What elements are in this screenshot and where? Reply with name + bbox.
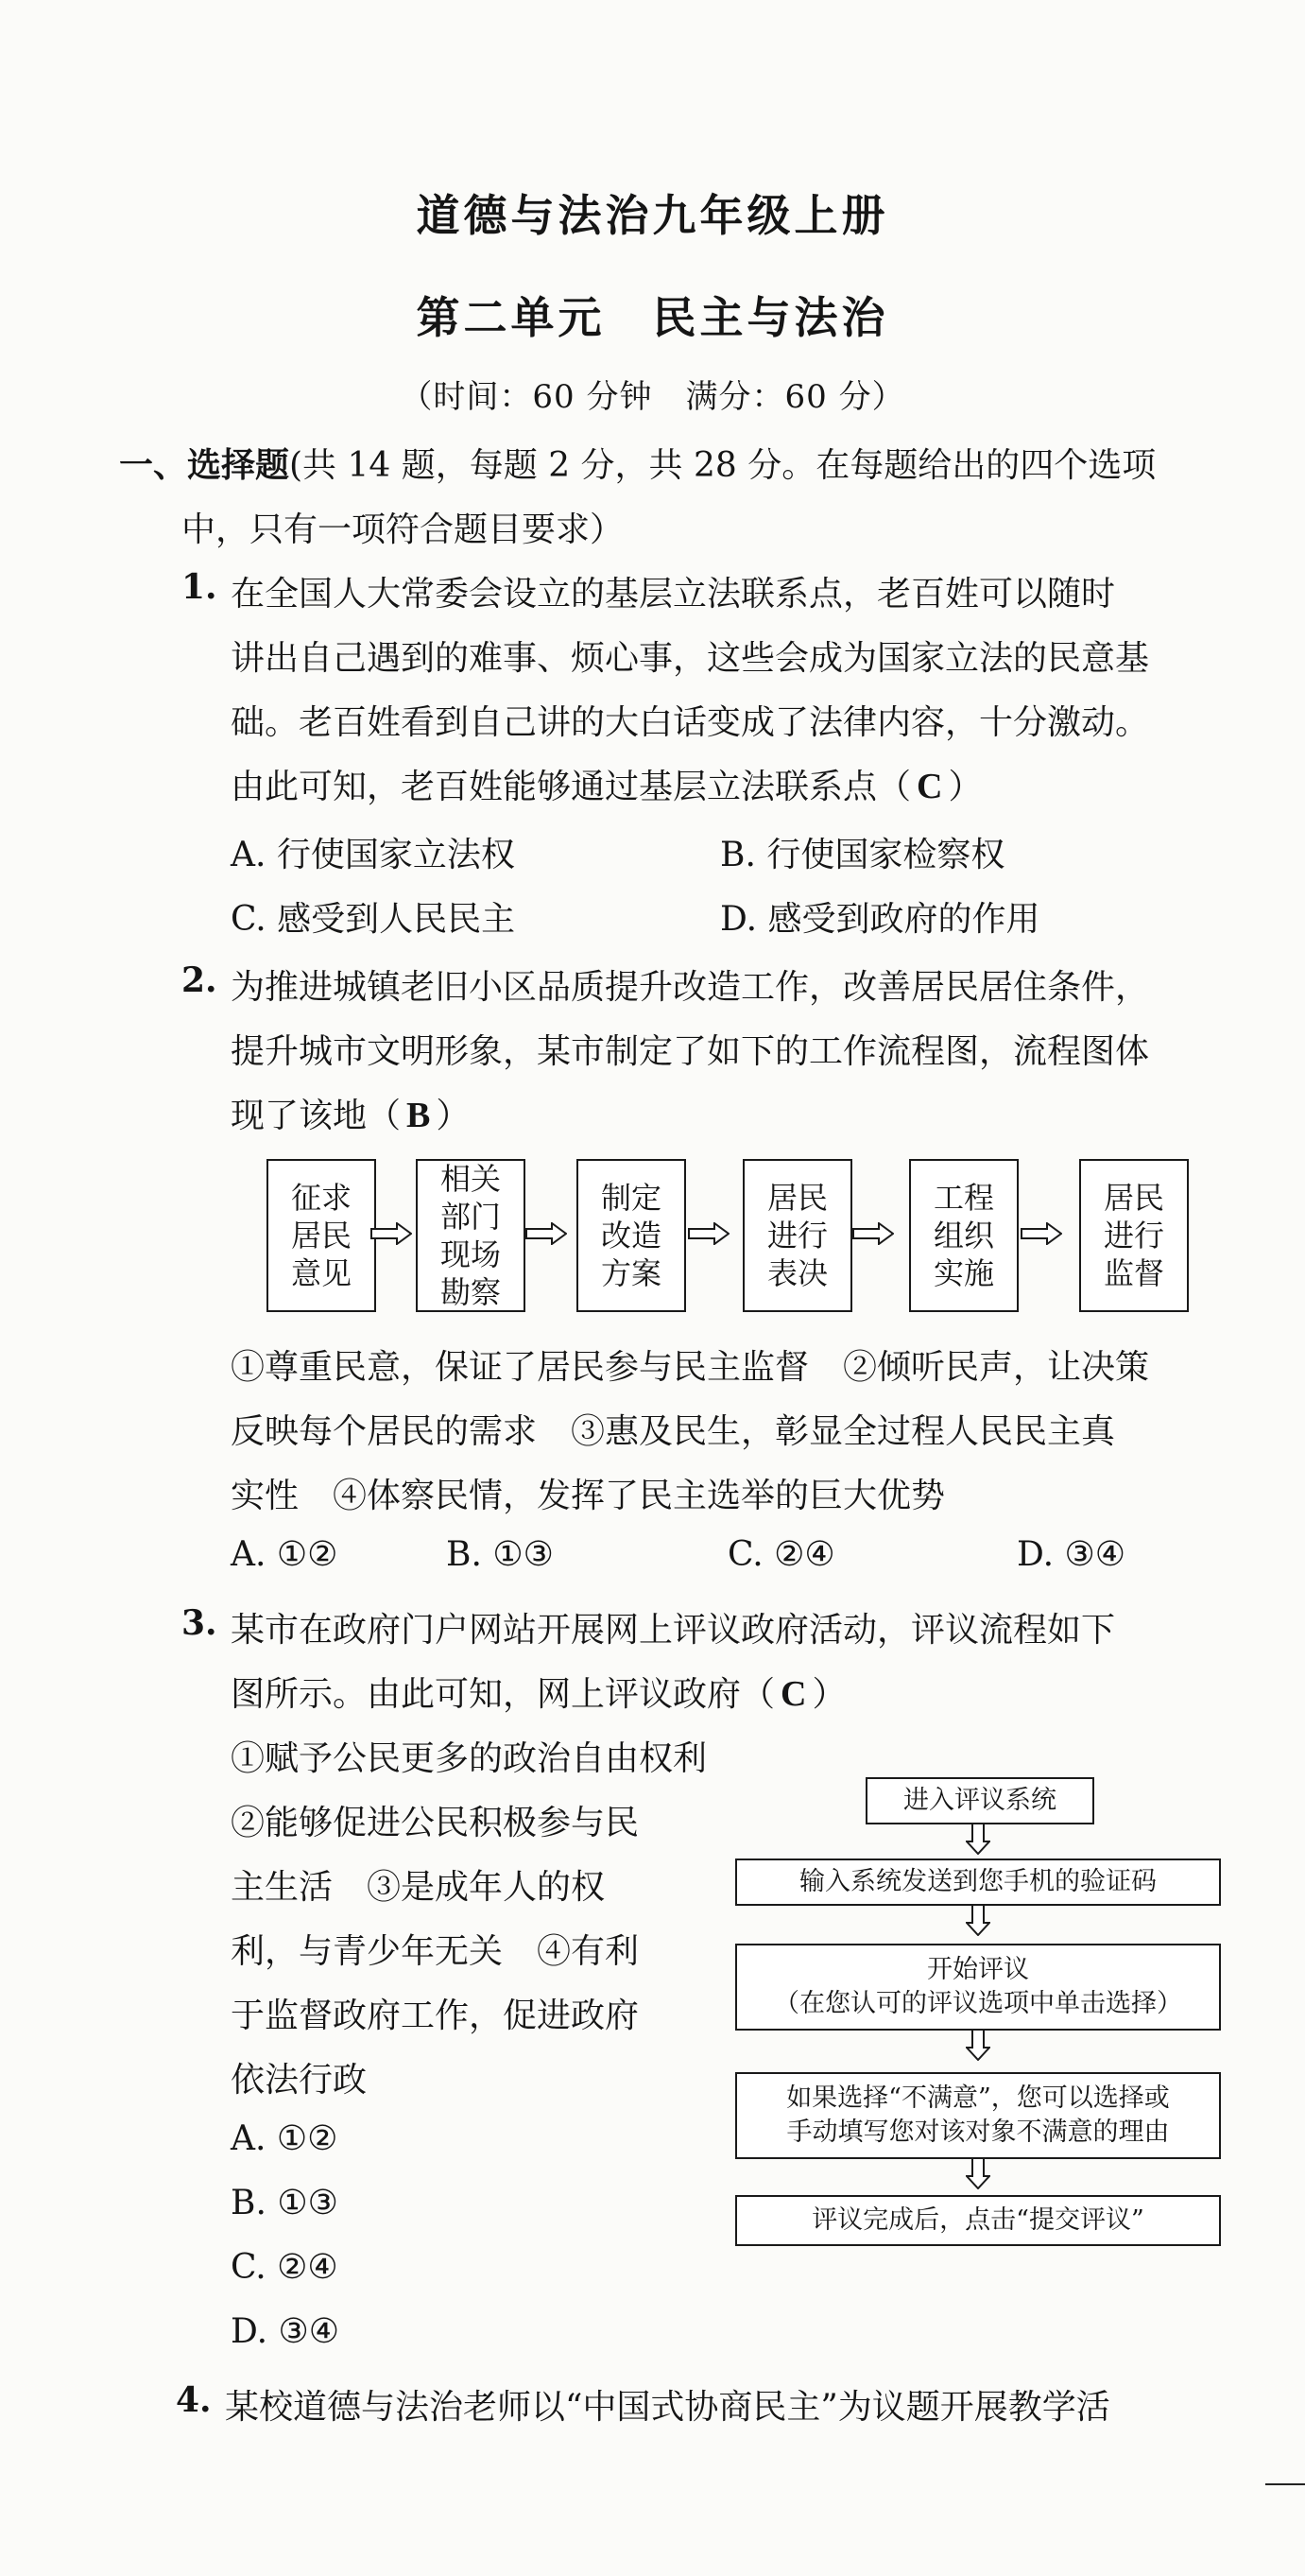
- q3-number: 3.: [181, 1603, 217, 1643]
- hollow-right-arrow-icon: [688, 1222, 730, 1245]
- q3-option-b: B. ①③: [231, 2184, 338, 2222]
- process-step-4: 如果选择“不满意”，您可以选择或 手动填写您对该对象不满意的理由: [735, 2072, 1221, 2159]
- q1-answer: C: [917, 767, 943, 806]
- q1-option-d: D. 感受到政府的作用: [720, 900, 1040, 939]
- q1-stem-line1: 在全国人大常委会设立的基层立法联系点，老百姓可以随时: [231, 575, 1116, 614]
- q3-stem-line2: 图所示。由此可知，网上评议政府（ C ）: [231, 1674, 847, 1714]
- flow-step-1: 征求 居民 意见: [266, 1159, 376, 1312]
- flow-step-4: 居民 进行 表决: [743, 1159, 852, 1312]
- q1-option-a: A. 行使国家立法权: [231, 836, 515, 874]
- q1-stem-line3: 础。老百姓看到自己讲的大白话变成了法律内容，十分激动。: [231, 703, 1150, 742]
- book-title: 道德与法治九年级上册: [416, 190, 889, 241]
- section-description: (共 14 题，每题 2 分，共 28 分。在每题给出的四个选项: [289, 446, 1157, 485]
- q3-statement-line6: 依法行政: [231, 2061, 368, 2100]
- flow-step-6: 居民 进行 监督: [1079, 1159, 1189, 1312]
- q2-option-b: B. ①③: [446, 1535, 554, 1574]
- q2-option-a: A. ①②: [231, 1535, 338, 1574]
- q3-statement-line4: 利，与青少年无关 ④有利: [231, 1932, 640, 1971]
- hollow-right-arrow-icon: [370, 1222, 412, 1245]
- flow-step-5: 工程 组织 实施: [909, 1159, 1019, 1312]
- q2-number: 2.: [181, 960, 217, 1000]
- q3-option-d: D. ③④: [231, 2312, 340, 2351]
- q1-number: 1.: [181, 567, 217, 607]
- section-description-cont: 中，只有一项符合题目要求）: [181, 510, 625, 549]
- section-label: 一、选择题: [119, 445, 290, 485]
- q3-statement-line3: 主生活 ③是成年人的权: [231, 1868, 606, 1907]
- hollow-right-arrow-icon: [525, 1222, 567, 1245]
- q2-stem-line1: 为推进城镇老旧小区品质提升改造工作，改善居民居住条件，: [231, 968, 1150, 1007]
- q4-stem-line1: 某校道德与法治老师以“中国式协商民主”为议题开展教学活: [225, 2388, 1110, 2427]
- process-step-3: 开始评议 （在您认可的评议选项中单击选择）: [735, 1944, 1221, 2031]
- q2-stem-line2: 提升城市文明形象，某市制定了如下的工作流程图，流程图体: [231, 1032, 1150, 1071]
- hollow-down-arrow-icon: [966, 2157, 990, 2189]
- q2-stem-line3: 现了该地（ B ）: [231, 1096, 471, 1135]
- process-step-2: 输入系统发送到您手机的验证码: [735, 1859, 1221, 1906]
- q1-stem-line2: 讲出自己遇到的难事、烦心事，这些会成为国家立法的民意基: [231, 639, 1150, 678]
- q1-stem-line4: 由此可知，老百姓能够通过基层立法联系点（ C ）: [231, 767, 983, 806]
- q3-option-c: C. ②④: [231, 2248, 338, 2287]
- hollow-right-arrow-icon: [1021, 1222, 1062, 1245]
- q2-statement-line1: ①尊重民意，保证了居民参与民主监督 ②倾听民声，让决策: [231, 1348, 1150, 1387]
- process-step-1: 进入评议系统: [866, 1777, 1094, 1824]
- q2-option-d: D. ③④: [1017, 1535, 1126, 1574]
- hollow-down-arrow-icon: [966, 1904, 990, 1936]
- hollow-down-arrow-icon: [966, 1823, 990, 1855]
- flow-step-2: 相关 部门 现场 勘察: [416, 1159, 525, 1312]
- q3-option-a: A. ①②: [231, 2119, 338, 2158]
- q2-option-c: C. ②④: [728, 1535, 835, 1574]
- hollow-right-arrow-icon: [852, 1222, 894, 1245]
- q2-statement-line2: 反映每个居民的需求 ③惠及民生，彰显全过程人民民主真: [231, 1412, 1116, 1451]
- exam-time-info: （时间：60 分钟 满分：60 分）: [400, 378, 905, 416]
- q2-statement-line3: 实性 ④体察民情，发挥了民主选举的巨大优势: [231, 1477, 946, 1515]
- q1-option-b: B. 行使国家检察权: [720, 836, 1005, 874]
- q3-answer: C: [781, 1674, 807, 1714]
- q3-statement-line1: ①赋予公民更多的政治自由权利: [231, 1739, 708, 1778]
- flow-step-3: 制定 改造 方案: [576, 1159, 686, 1312]
- unit-title: 第二单元 民主与法治: [416, 292, 889, 343]
- q3-stem-line1: 某市在政府门户网站开展网上评议政府活动，评议流程如下: [231, 1611, 1116, 1650]
- section-heading: [119, 439, 1156, 487]
- process-step-5: 评议完成后，点击“提交评议”: [735, 2195, 1221, 2246]
- q2-answer: B: [406, 1096, 431, 1135]
- page-edge-rule: [1265, 2483, 1305, 2485]
- hollow-down-arrow-icon: [966, 2029, 990, 2061]
- q3-statement-line2: ②能够促进公民积极参与民: [231, 1804, 640, 1842]
- q3-statement-line5: 于监督政府工作，促进政府: [231, 1997, 640, 2035]
- q1-option-c: C. 感受到人民民主: [231, 900, 516, 939]
- q4-number: 4.: [176, 2380, 212, 2420]
